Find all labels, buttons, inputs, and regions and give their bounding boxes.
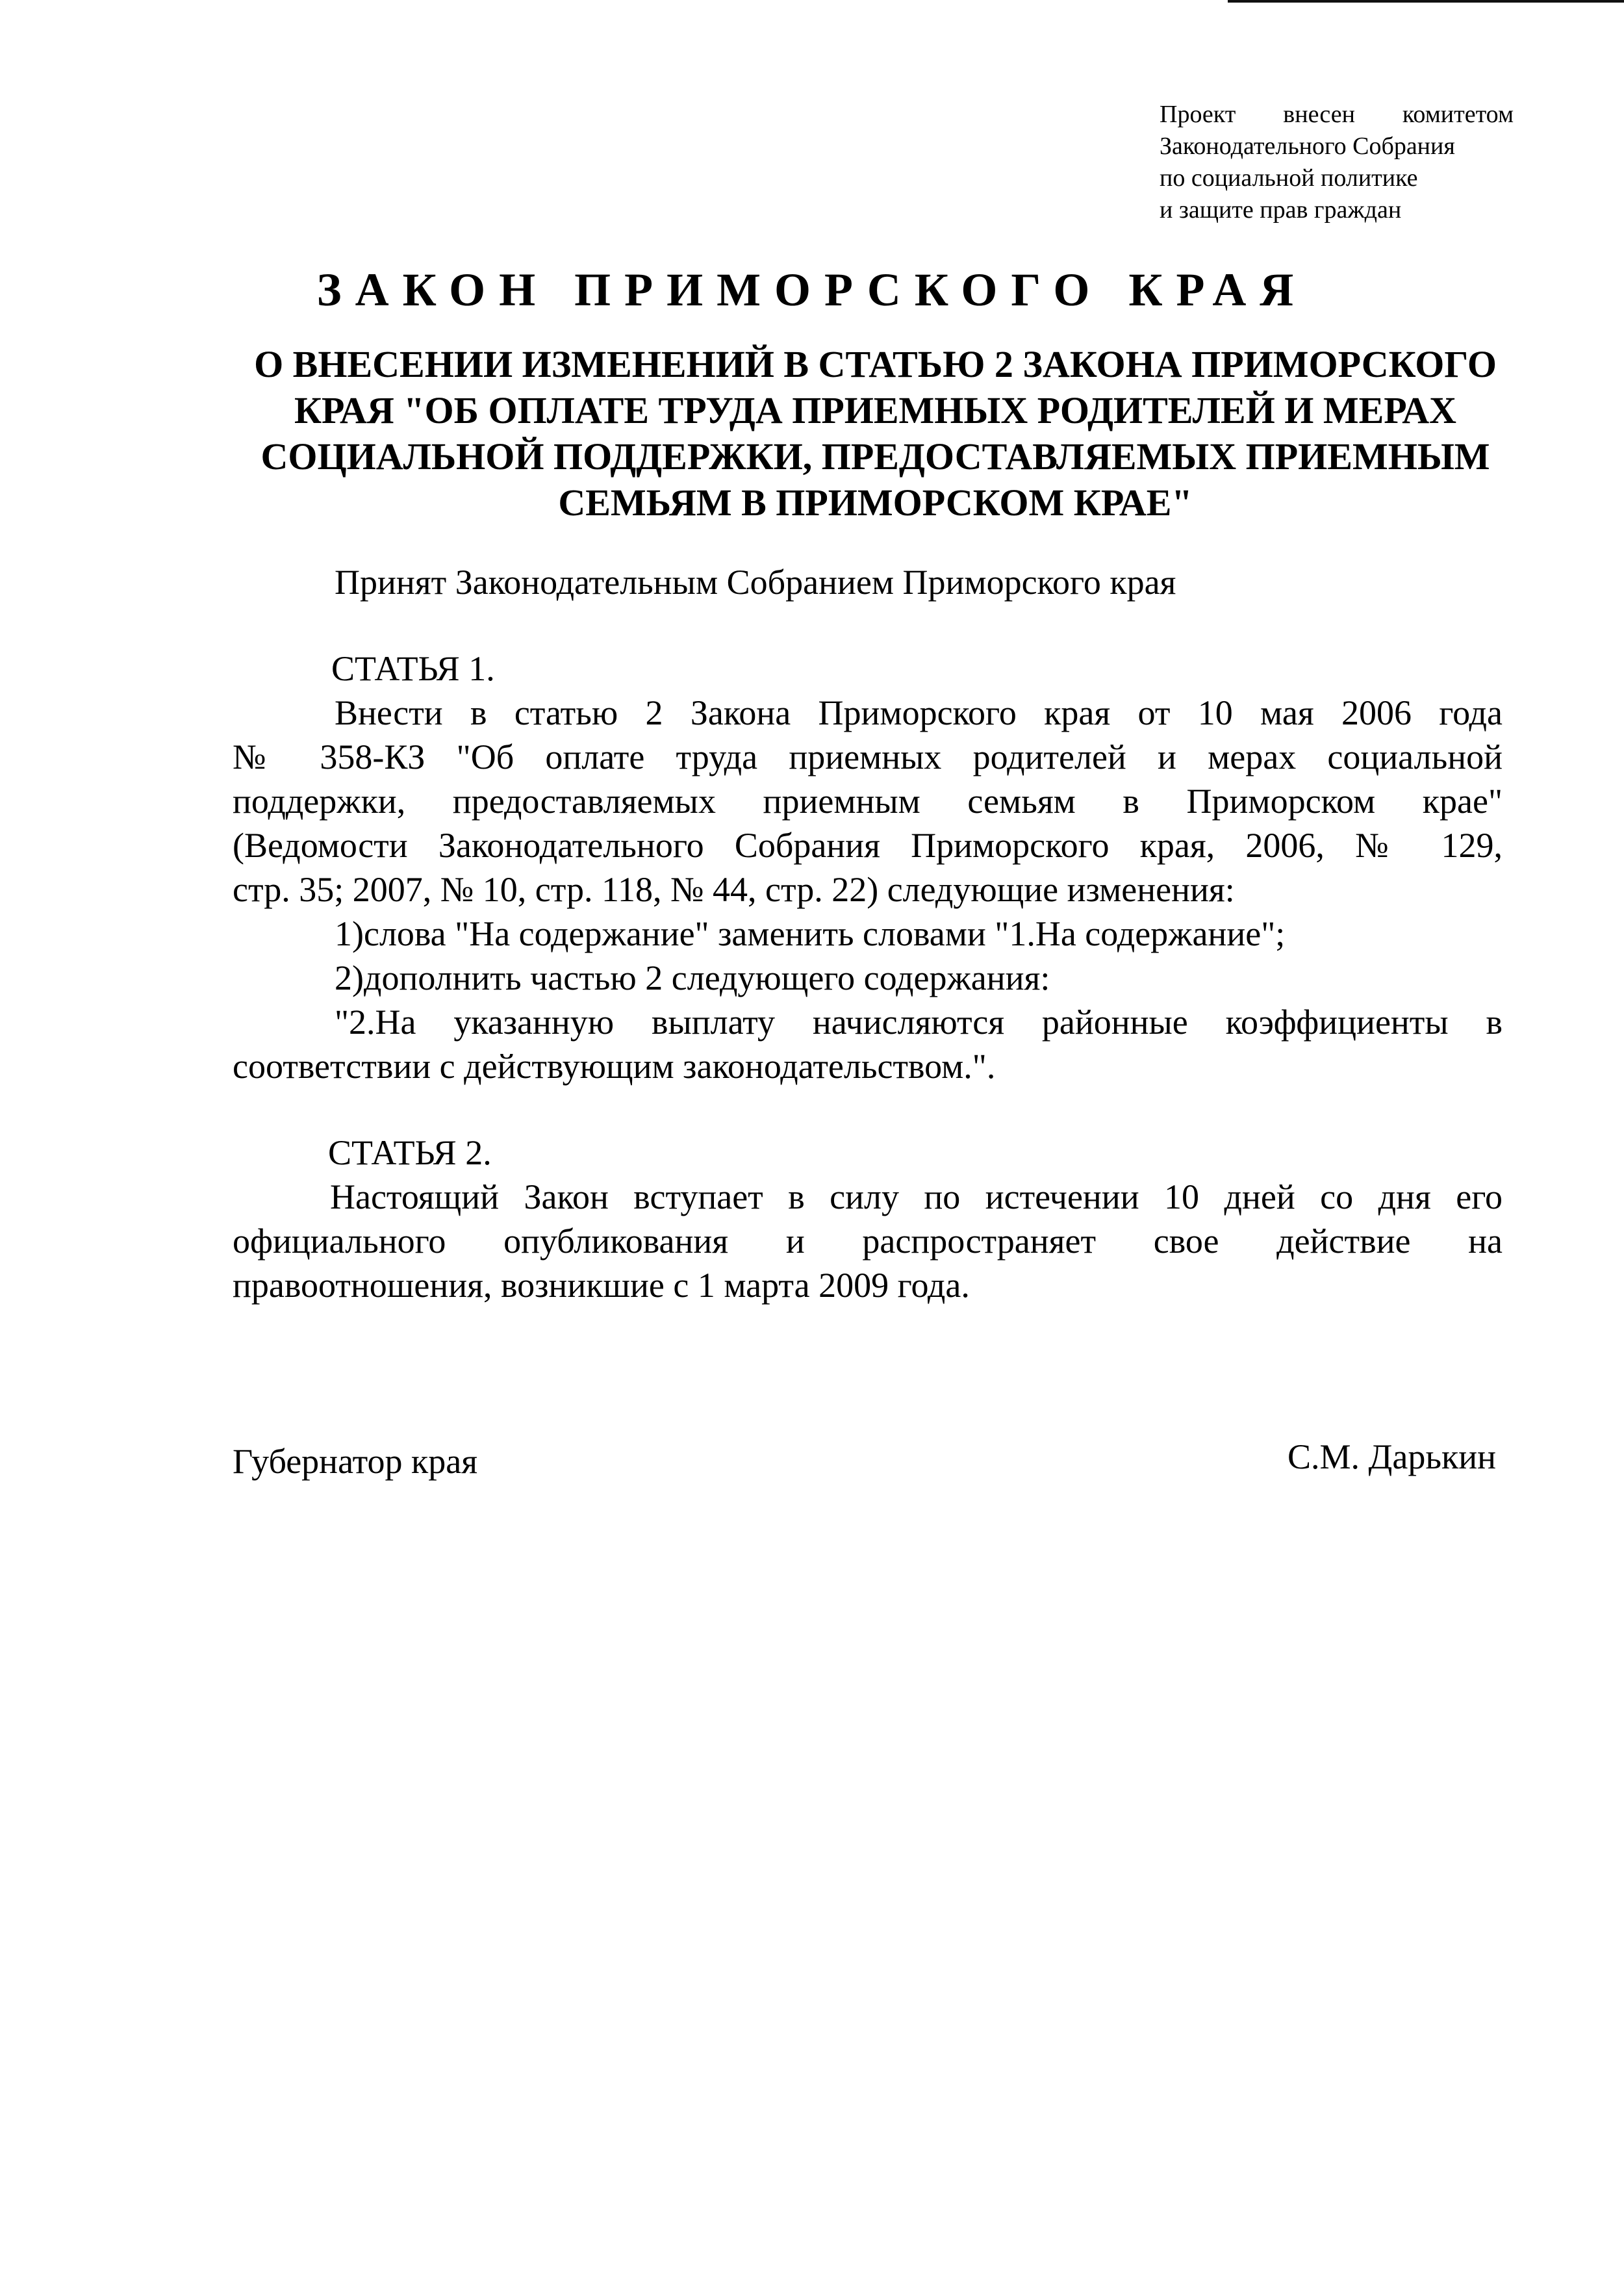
submission-note-line: Проект внесен комитетом — [1160, 101, 1514, 128]
body-line: официального опубликования и распространяет свое действие на — [233, 1222, 1503, 1261]
subtitle-line: СЕМЬЯМ В ПРИМОРСКОМ КРАЕ" — [558, 481, 1193, 524]
article-1-heading: СТАТЬЯ 1. — [331, 649, 495, 688]
body-line: "2.На указанную выплату начисляются районные коэффициенты в — [335, 1003, 1503, 1042]
body-line: поддержки, предоставляемых приемным семьям в Приморском крае" — [233, 782, 1503, 821]
body-line: 2)дополнить частью 2 следующего содержания: — [335, 958, 1050, 997]
adopted-note: Принят Законодательным Собранием Приморского края — [335, 563, 1176, 602]
submission-note — [1160, 99, 1514, 226]
body-line: стр. 35; 2007, № 10, стр. 118, № 44, стр. 22) следующие изменения: — [233, 870, 1235, 909]
body-line: 1)слова "На содержание" заменить словами "1.На содержание"; — [335, 914, 1286, 953]
scan-edge-line — [1228, 0, 1624, 3]
document-title: ЗАКОН ПРИМОРСКОГО КРАЯ — [316, 264, 1308, 316]
article-2-body — [233, 1175, 1503, 1307]
body-line: № 358-КЗ "Об оплате труда приемных родителей и мерах социальной — [233, 737, 1503, 776]
subtitle-line: СОЦИАЛЬНОЙ ПОДДЕРЖКИ, ПРЕДОСТАВЛЯЕМЫХ ПРИЕМНЫМ — [260, 435, 1490, 478]
body-line: правоотношения, возникшие с 1 марта 2009 года. — [233, 1266, 970, 1305]
subtitle-line: О ВНЕСЕНИИ ИЗМЕНЕНИЙ В СТАТЬЮ 2 ЗАКОНА ПРИМОРСКОГО — [254, 343, 1497, 385]
submission-note-line: Законодательного Собрания — [1160, 133, 1455, 160]
signature-position: Губернатор края — [233, 1442, 478, 1481]
article-2-heading: СТАТЬЯ 2. — [328, 1133, 492, 1172]
signature-name: С.М. Дарькин — [1288, 1437, 1496, 1476]
body-line: Внести в статью 2 Закона Приморского края от 10 мая 2006 года — [335, 693, 1503, 732]
body-line: Настоящий Закон вступает в силу по истечении 10 дней со дня его — [330, 1177, 1503, 1216]
body-line: (Ведомости Законодательного Собрания Приморского края, 2006, № 129, — [233, 826, 1503, 865]
subtitle-line: КРАЯ "ОБ ОПЛАТЕ ТРУДА ПРИЕМНЫХ РОДИТЕЛЕЙ И МЕРАХ — [294, 389, 1457, 431]
submission-note-line: по социальной политике — [1160, 164, 1418, 192]
document-subtitle — [240, 341, 1510, 526]
body-line: соответствии с действующим законодательством.". — [233, 1047, 996, 1086]
article-1-body — [233, 691, 1503, 1088]
submission-note-line: и защите прав граждан — [1160, 196, 1402, 224]
